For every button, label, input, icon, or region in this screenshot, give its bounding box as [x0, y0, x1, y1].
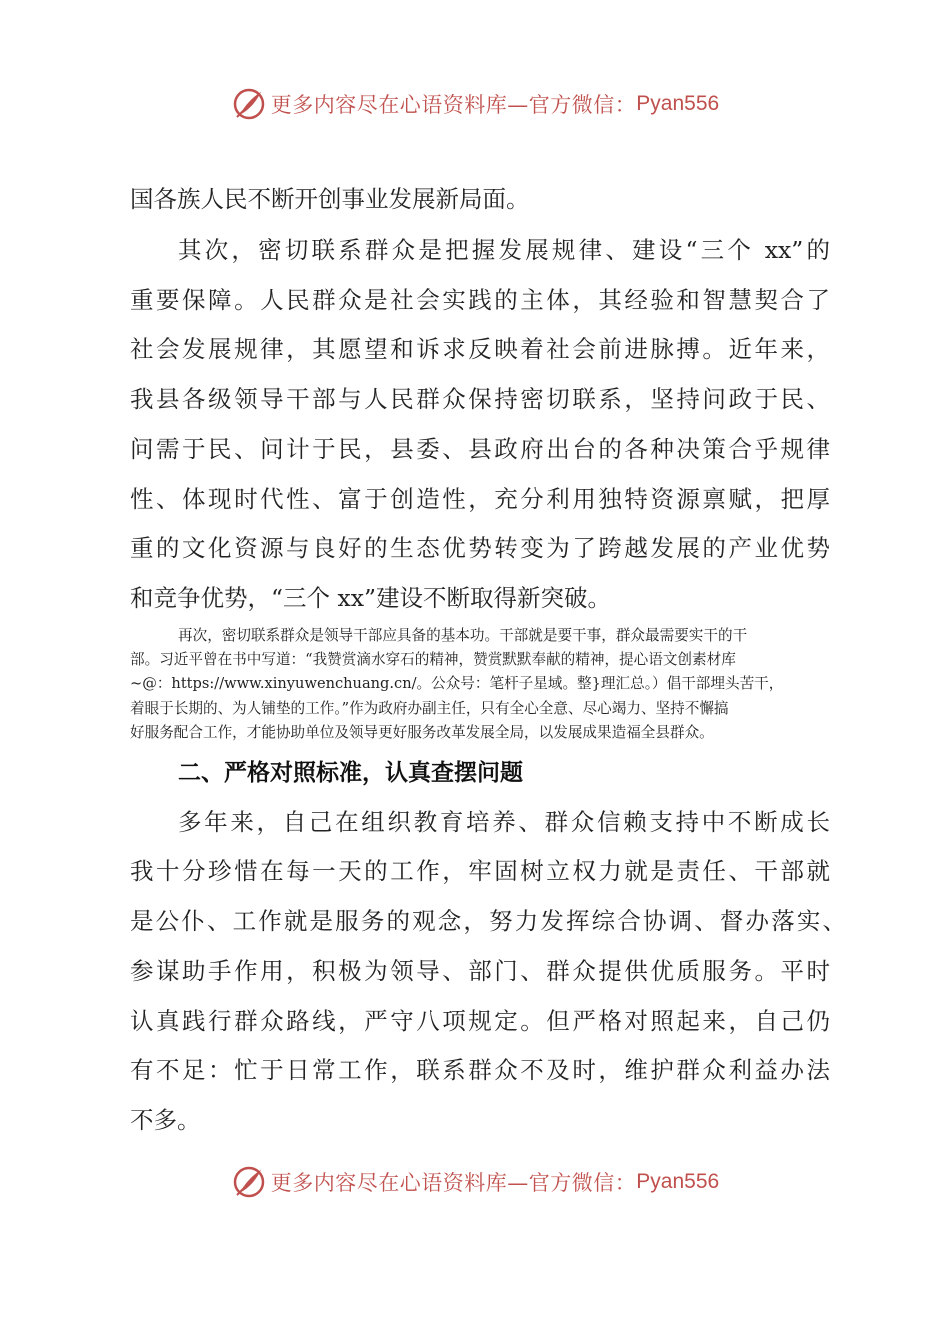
- body-line: 认真践行群众路线，严守八项规定。但严格对照起来，自己仍: [130, 1007, 830, 1035]
- body-line: 多年来，自己在组织教育培养、群众信赖支持中不断成长: [178, 808, 830, 836]
- body-line: 其次，密切联系群众是把握发展规律、建设“三个 xx”的: [178, 236, 830, 264]
- small-text-line: 部。习近平曾在书中写道：“我赞赏滴水穿石的精神，赞赏默默奉献的精神，提心语文创素材库: [130, 651, 736, 668]
- body-line: 问需于民、问计于民，县委、县政府出台的各种决策合乎规律: [130, 435, 830, 463]
- quill-pen-logo-icon: [231, 86, 267, 122]
- body-line: 我县各级领导干部与人民群众保持密切联系，坚持问政于民、: [130, 385, 830, 413]
- body-line: 是公仆、工作就是服务的观念，努力发挥综合协调、督办落实、: [130, 907, 846, 935]
- body-line: 性、体现时代性、富于创造性，充分利用独特资源禀赋，把厚: [130, 485, 830, 513]
- small-text-line: 再次，密切联系群众是领导干部应具备的基本功。干部就是要干事，群众最需要实干的干: [178, 627, 748, 644]
- small-text-line: 好服务配合工作，才能协助单位及领导更好服务改革发展全局，以发展成果造福全县群众。: [130, 724, 714, 741]
- banner-wechat-id: Pyan556: [636, 1170, 720, 1193]
- section-heading: 二、严格对照标准，认真查摆问题: [178, 760, 523, 786]
- body-line: 重要保障。人民群众是社会实践的主体，其经验和智慧契合了: [130, 286, 830, 314]
- body-line: 社会发展规律，其愿望和诉求反映着社会前进脉搏。近年来，: [130, 335, 830, 363]
- banner-text: 更多内容尽在心语资料库—官方微信：: [270, 93, 637, 117]
- banner-wechat-id: Pyan556: [636, 92, 720, 115]
- banner-text: 更多内容尽在心语资料库—官方微信：: [270, 1171, 637, 1195]
- small-text-line: ~@：https://www.xinyuwenchuang.cn/。公众号：笔杆子星域。整}理汇总。）倡干部埋头苦干，: [130, 675, 784, 692]
- small-text-line: 着眼于长期的、为人铺垫的工作。”作为政府办副主任，只有全心全意、尽心竭力、坚持不懈搞: [130, 700, 729, 717]
- quill-pen-logo-icon: [231, 1164, 267, 1200]
- body-line: 重的文化资源与良好的生态优势转变为了跨越发展的产业优势: [130, 534, 830, 562]
- body-line: 和竞争优势，“三个 xx”建设不断取得新突破。: [130, 584, 612, 612]
- body-line: 不多。: [130, 1106, 201, 1134]
- footer-banner: [0, 1160, 950, 1204]
- body-line: 参谋助手作用，积极为领导、部门、群众提供优质服务。平时: [130, 957, 830, 985]
- body-line: 我十分珍惜在每一天的工作，牢固树立权力就是责任、干部就: [130, 857, 830, 885]
- body-line: 有不足：忙于日常工作，联系群众不及时，维护群众利益办法: [130, 1056, 830, 1084]
- header-banner: [0, 82, 950, 126]
- body-line: 国各族人民不断开创事业发展新局面。: [130, 185, 530, 213]
